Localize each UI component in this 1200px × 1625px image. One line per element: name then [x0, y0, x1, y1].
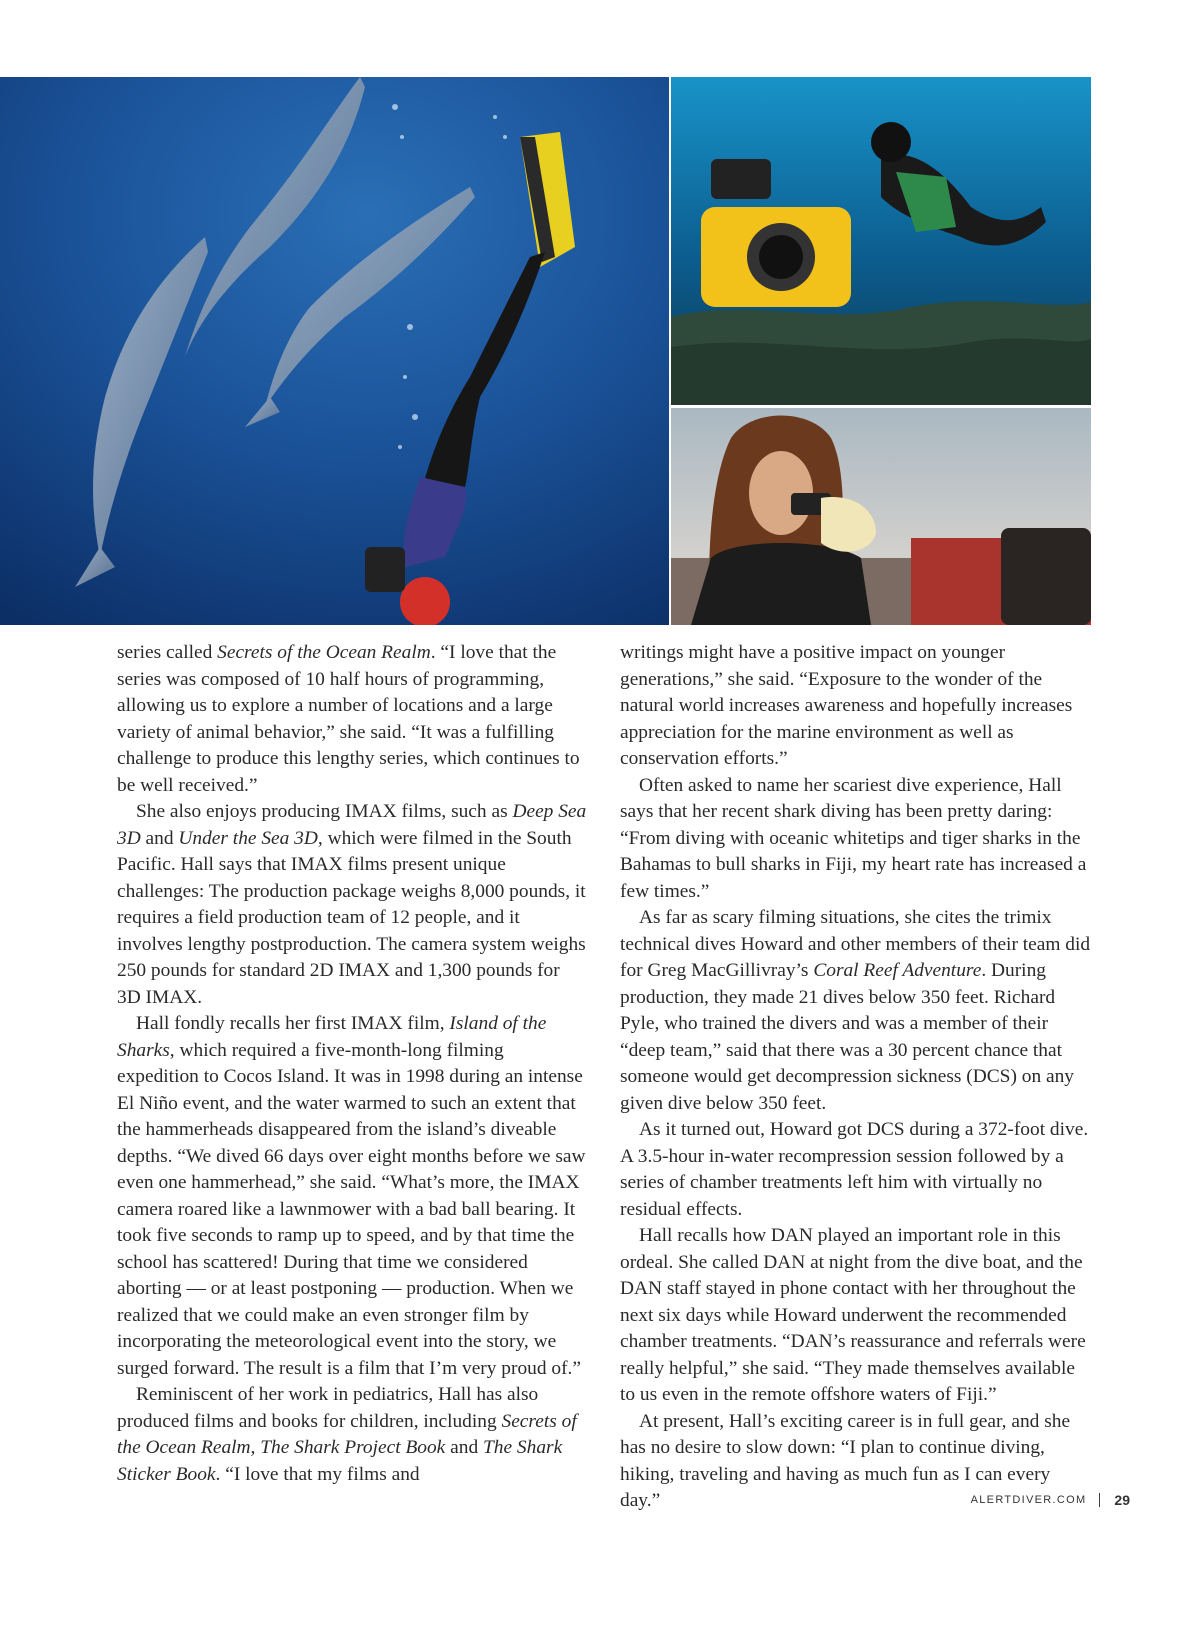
paragraph: Often asked to name her scariest dive experience, Hall says that her recent shark diving has been pretty daring: “From diving with oceanic whitetips and tiger sharks in the Bahamas to bull sharks in Fiji, my heart rate has increased a few times.” [620, 774, 1087, 902]
website-url: ALERTDIVER.COM [970, 1494, 1087, 1506]
article-right-column [620, 640, 1094, 1515]
paragraph: Hall fondly recalls her first IMAX film, Island of the Sharks, which required a five-month-long filming expedition to Cocos Island. It was in 1998 during an intense El Niño event, and the water warmed to such an extent that the hammerheads disappeared from the island’s diveable depths. “We dived 66 days over eight months before we saw even one hammerhead,” she said. “What’s more, the IMAX camera roared like a lawnmower with a bad ball bearing. It took five seconds to ramp up to speed, and by that time the school has scattered! During that time we considered aborting — or at least postponing — production. When we realized that we could make an even stronger film by incorporating the meteorological event into the story, we surged forward. The result is a film that I’m very proud of.” [117, 1013, 586, 1379]
diver-with-yellow-imax-camera-photo [671, 77, 1091, 405]
footer-divider [1099, 1493, 1100, 1507]
page-number: 29 [1114, 1492, 1130, 1508]
paragraph: writings might have a positive impact on younger generations,” she said. “Exposure to the wonder of the natural world increases awareness and hopefully increases appreciation for the marine environment as well as conservation efforts.” [620, 642, 1073, 769]
paragraph: As far as scary filming situations, she cites the trimix technical dives Howard and other members of their team did for Greg MacGillivray’s Coral Reef Adventure. During production, they made 21 dives below 350 feet. Richard Pyle, who trained the divers and was a member of their “deep team,” said that there was a 30 percent chance that someone would get decompression sickness (DCS) on any given dive below 350 feet. [620, 907, 1091, 1114]
paragraph: As it turned out, Howard got DCS during a 372-foot dive. A 3.5-hour in-water recompression session followed by a series of chamber treatments left him with virtually no residual effects. [620, 1119, 1089, 1220]
woman-holding-camera-on-boat-photo [671, 408, 1091, 625]
paragraph: series called Secrets of the Ocean Realm. “I love that the series was composed of 10 half hours of programming, allowing us to explore a number of locations and a large variety of animal behavior,” she said. “It was a fulfilling challenge to produce this lengthy series, which continues to be well received.” [117, 642, 580, 796]
diver-with-dolphins-photo [0, 77, 669, 625]
page-footer [971, 1490, 1130, 1510]
paragraph: She also enjoys producing IMAX films, such as Deep Sea 3D and Under the Sea 3D, which were filmed in the South Pacific. Hall says that IMAX films present unique challenges: The production package weighs 8,000 pounds, it requires a field production team of 12 people, and it involves lengthy postproduction. The camera system weighs 250 pounds for standard 2D IMAX and 1,300 pounds for 3D IMAX. [117, 801, 587, 1008]
paragraph: At present, Hall’s exciting career is in full gear, and she has no desire to slow down: “I plan to continue diving, hiking, traveling and having as much fun as I can every day.” [620, 1410, 1071, 1511]
article-left-column [117, 640, 587, 1488]
paragraph: Hall recalls how DAN played an important role in this ordeal. She called DAN at night from the dive boat, and the DAN staff stayed in phone contact with her throughout the next six days while Howard underwent the recommended chamber treatments. “DAN’s reassurance and referrals were really helpful,” she said. “They made themselves available to us even in the remote offshore waters of Fiji.” [620, 1225, 1086, 1405]
paragraph: Reminiscent of her work in pediatrics, Hall has also produced films and books for children, including Secrets of the Ocean Realm, The Shark Project Book and The Shark Sticker Book. “I love that my films and [117, 1384, 577, 1485]
